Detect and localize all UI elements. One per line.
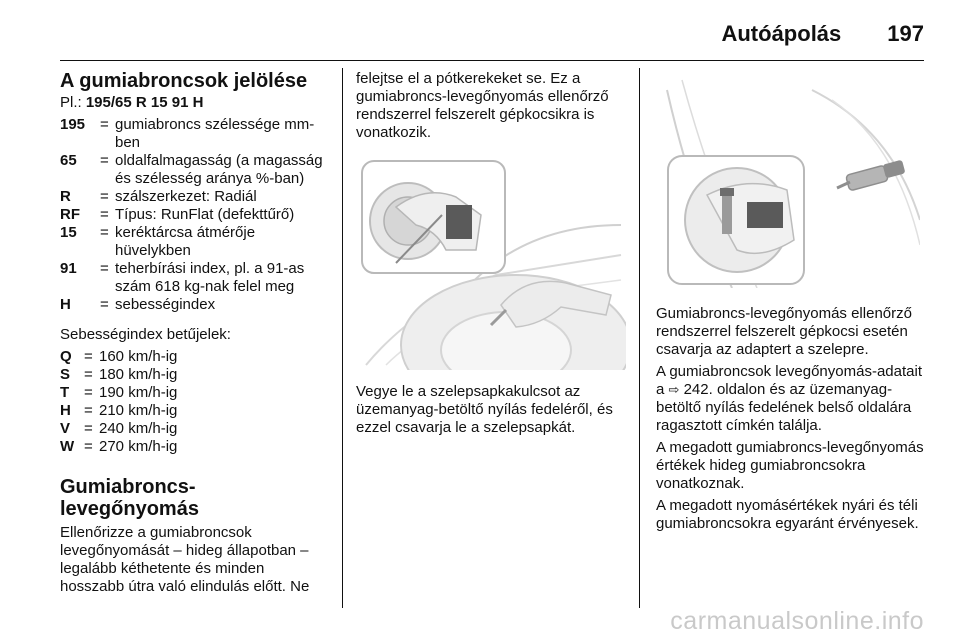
arrow-ref-icon: ⇨ (668, 382, 680, 397)
adapter-valve-illustration (662, 70, 920, 288)
tire-pressure-paragraph-cont: felejtse el a pótkerekeket se. Ez a gumiabroncs-levegőnyomás ellenőrző rendszerrel felszerelt gépkocsikra is vonatkozik. (356, 70, 609, 141)
section-heading-tire-marking: A gumiabroncsok jelölése (60, 70, 308, 92)
column-divider-1 (342, 68, 343, 608)
column-divider-2 (639, 68, 640, 608)
speed-row: W = 270 km/h-ig (60, 438, 178, 455)
speed-row: S = 180 km/h-ig (60, 366, 178, 383)
adapter-paragraph: Gumiabroncs-levegőnyomás ellenőrző rendszerrel felszerelt gépkocsi esetén csavarja az adaptert a szelepre. (656, 305, 912, 358)
page-number: 197 (887, 21, 924, 46)
definition-row: H = sebességindex (60, 296, 216, 313)
figure-valve-cap-key (356, 155, 626, 370)
definition-row: 195 = gumiabroncs szélessége mm-ben (60, 116, 315, 151)
speed-index-list (60, 348, 332, 456)
speed-row: T = 190 km/h-ig (60, 384, 178, 401)
speed-row: V = 240 km/h-ig (60, 420, 178, 437)
example-prefix: Pl.: (60, 94, 86, 111)
definition-row: 15 = keréktárcsa átmérője hüvelykben (60, 224, 256, 259)
example-line (60, 94, 332, 112)
speed-index-intro: Sebességindex betűjelek: (60, 326, 231, 343)
column-1 (60, 70, 332, 600)
definition-row: R = szálszerkezet: Radiál (60, 188, 257, 205)
speed-row: Q = 160 km/h-ig (60, 348, 178, 365)
figure-adapter-on-valve (662, 70, 920, 288)
summer-winter-paragraph: A megadott nyomásértékek nyári és téli gumiabroncsokra egyaránt érvényesek. (656, 497, 919, 532)
watermark: carmanualsonline.info (670, 607, 924, 635)
page-header (36, 14, 924, 54)
header-rule (60, 60, 924, 61)
section-heading-tire-pressure: Gumiabroncs-levegőnyomás (60, 476, 199, 520)
example-code: 195/65 R 15 91 H (85, 94, 204, 111)
definition-row: 91 = teherbírási index, pl. a 91-as szám 618 kg-nak felel meg (60, 260, 305, 295)
definition-row: RF = Típus: RunFlat (defekttűrő) (60, 206, 295, 223)
figure-1-caption: Vegye le a szelepsapkakulcsot az üzemanyag-betöltő nyílás fedeléről, és ezzel csavarja le a szelepsapkát. (356, 383, 613, 436)
tire-code-definitions (60, 116, 332, 314)
pressure-data-paragraph: A gumiabroncsok levegőnyomás-adatait a ⇨ 242. oldalon és az üzemanyag-betöltő nyílás fedelének belső oldalára ragasztott címkén találja. (656, 363, 922, 434)
cold-tire-paragraph: A megadott gumiabroncs-levegőnyomás értékek hideg gumiabroncsokra vonatkoznak. (656, 439, 924, 492)
column-3 (656, 305, 924, 537)
tire-pressure-paragraph: Ellenőrizze a gumiabroncsok levegőnyomását – hideg állapotban – legalább kéthetente és minden hosszabb útra való elindulás előtt. Ne (60, 524, 310, 595)
speed-row: H = 210 km/h-ig (60, 402, 178, 419)
definition-row: 65 = oldalfalmagasság (a magasság és szélesség aránya %-ban) (60, 152, 323, 187)
column-2 (356, 70, 624, 146)
header-title: Autóápolás (721, 21, 842, 46)
figure-1-caption-block (356, 383, 624, 441)
valve-cap-key-illustration (356, 155, 626, 370)
